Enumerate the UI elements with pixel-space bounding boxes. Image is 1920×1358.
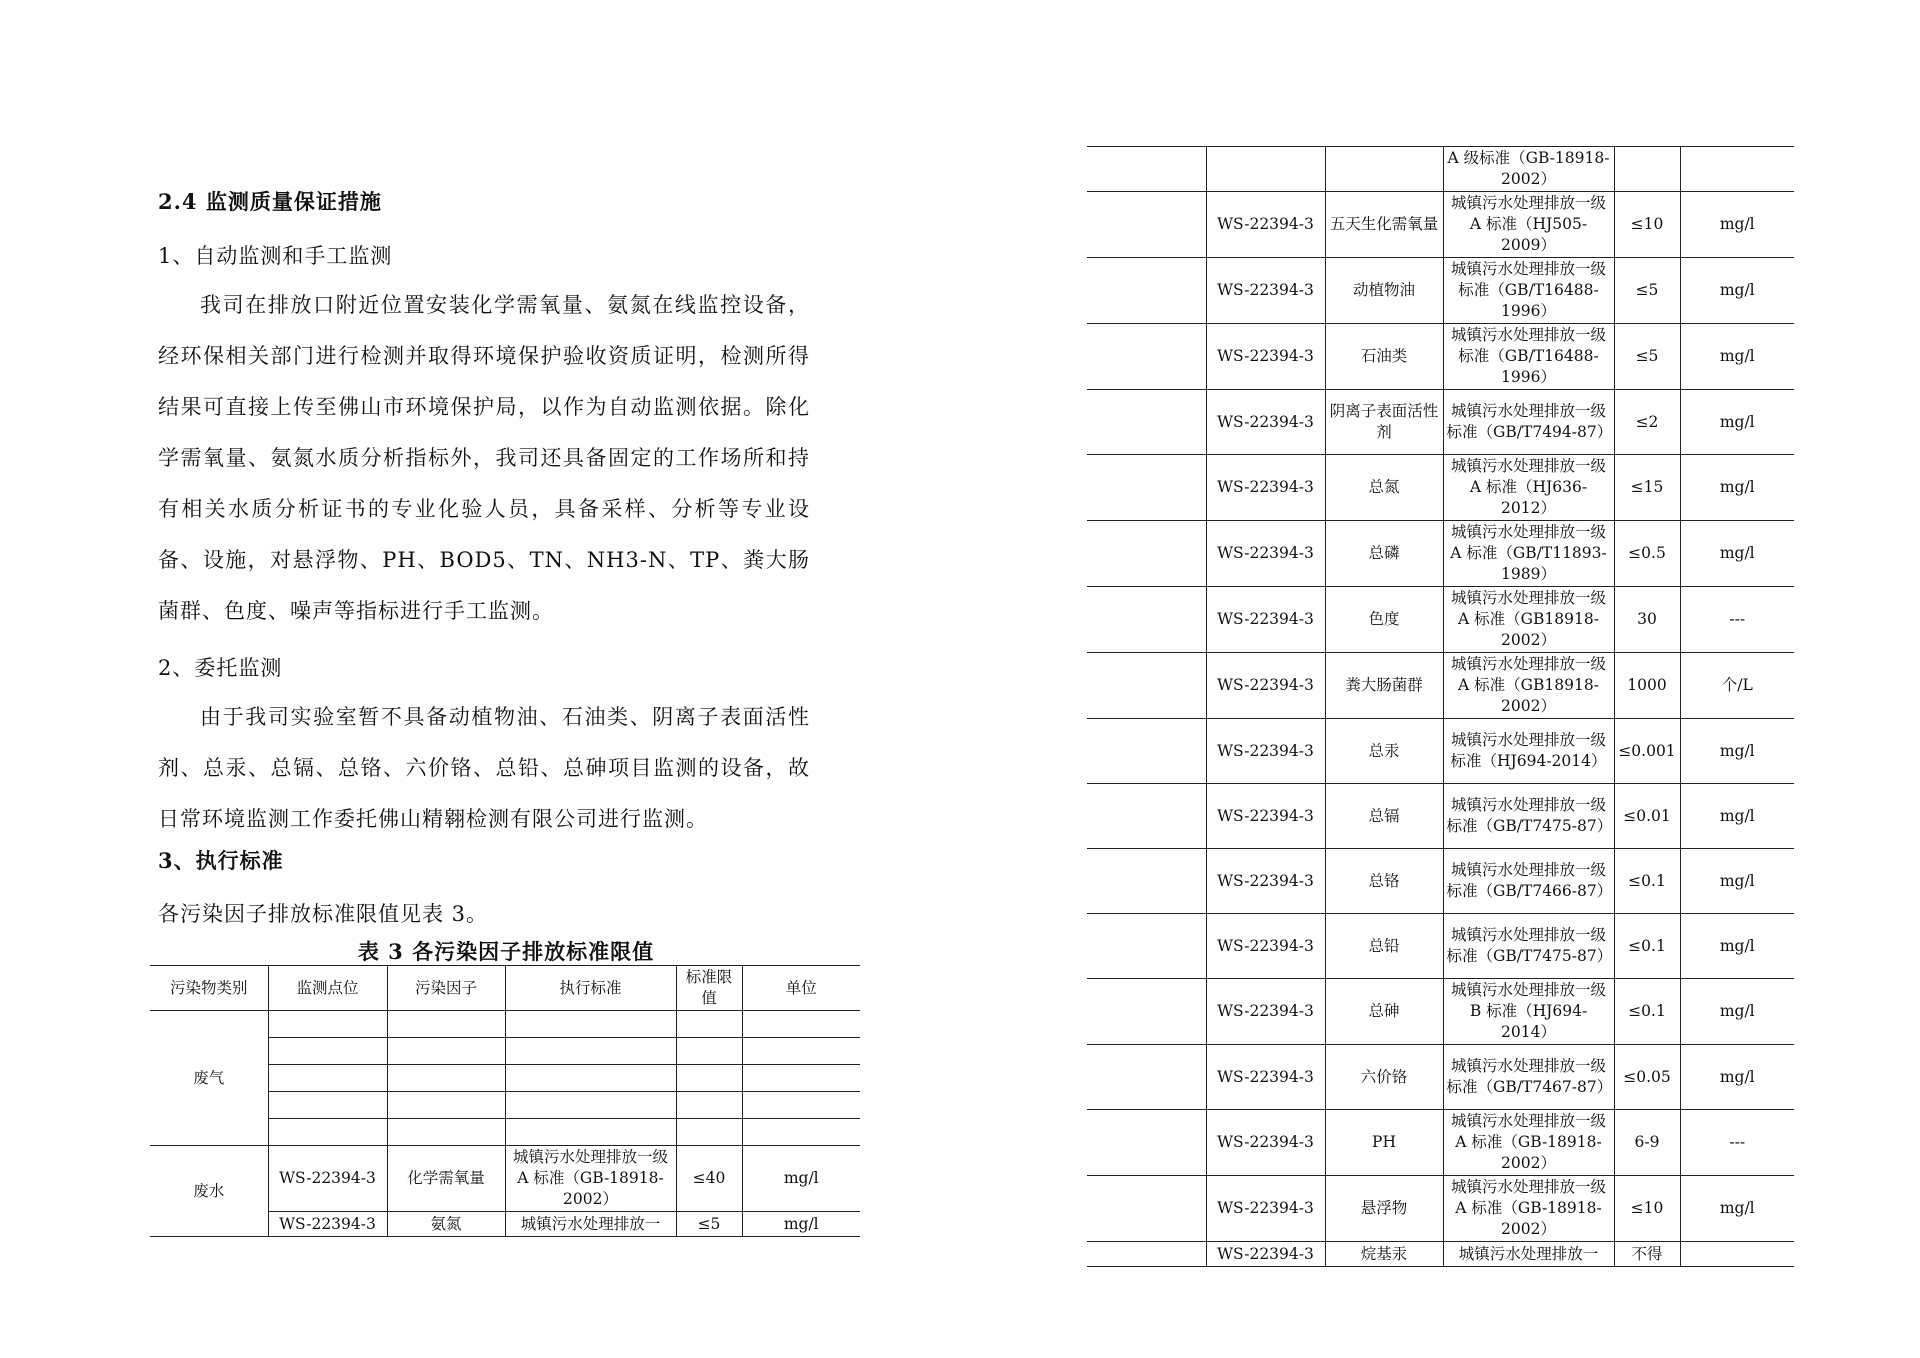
table-cell	[268, 1065, 387, 1092]
header-factor: 污染因子	[387, 966, 505, 1011]
row-unit: mg/l	[742, 1146, 860, 1212]
row-unit: mg/l	[1680, 192, 1794, 258]
row-factor: 动植物油	[1325, 258, 1443, 324]
table-cell	[387, 1065, 505, 1092]
table-row	[1087, 914, 1794, 979]
row-factor: 烷基汞	[1325, 1242, 1443, 1267]
table-row	[1087, 324, 1794, 390]
table-cell	[1087, 390, 1206, 455]
table-row	[1087, 653, 1794, 719]
row-standard: 城镇污水处理排放一级 A 标准（GB/T11893-1989）	[1443, 521, 1614, 587]
row-factor: 氨氮	[387, 1212, 505, 1237]
row-factor: 悬浮物	[1325, 1176, 1443, 1242]
row-point: WS-22394-3	[1206, 849, 1325, 914]
row-factor: 总汞	[1325, 719, 1443, 784]
row-standard: 城镇污水处理排放一级标准（GB/T16488-1996）	[1443, 258, 1614, 324]
row-unit: mg/l	[1680, 1045, 1794, 1110]
emission-standards-table	[150, 965, 860, 1237]
paragraph-auto-monitoring: 我司在排放口附近位置安装化学需氧量、氨氮在线监控设备，经环保相关部门进行检测并取得环境保护验收资质证明，检测所得结果可直接上传至佛山市环境保护局，以作为自动监测依据。除化学需氧量、氨氮水质分析指标外，我司还具备固定的工作场所和持有相关水质分析证书的专业化验人员，具备采样、分析等专业设备、设施，对悬浮物、PH、BOD5、TN、NH3-N、TP、粪大肠菌群、色度、噪声等指标进行手工监测。	[158, 293, 810, 623]
row-unit: mg/l	[1680, 324, 1794, 390]
row-limit: ≤10	[1614, 1176, 1680, 1242]
row-standard: 城镇污水处理排放一级 A 标准（HJ636-2012）	[1443, 455, 1614, 521]
table-cell	[387, 1092, 505, 1119]
row-point: WS-22394-3	[1206, 1110, 1325, 1176]
table-cell	[1087, 914, 1206, 979]
table-cell	[387, 1119, 505, 1146]
table-cell	[1087, 521, 1206, 587]
table-cell	[505, 1092, 676, 1119]
table-reference-note: 各污染因子排放标准限值见表 3。	[158, 902, 489, 926]
subheading-auto-monitoring: 1、自动监测和手工监测	[158, 244, 393, 268]
row-limit: ≤40	[676, 1146, 742, 1212]
table-cell	[505, 1038, 676, 1065]
table-cell	[1087, 324, 1206, 390]
table-row	[1087, 849, 1794, 914]
row-limit: ≤0.01	[1614, 784, 1680, 849]
row-point: WS-22394-3	[1206, 1176, 1325, 1242]
row-factor: PH	[1325, 1110, 1443, 1176]
section-heading: 2.4 监测质量保证措施	[158, 189, 382, 214]
row-limit: ≤0.5	[1614, 521, 1680, 587]
category-waste-water: 废水	[150, 1146, 268, 1237]
row-limit: 30	[1614, 587, 1680, 653]
row-standard: 城镇污水处理排放一级 A 标准（GB18918-2002）	[1443, 653, 1614, 719]
row-point: WS-22394-3	[1206, 192, 1325, 258]
table-cell	[1087, 849, 1206, 914]
table-row	[1087, 784, 1794, 849]
table-row	[1087, 390, 1794, 455]
row-unit: mg/l	[1680, 455, 1794, 521]
table-cell	[742, 1119, 860, 1146]
row-standard: 城镇污水处理排放一级标准（GB/T16488-1996）	[1443, 324, 1614, 390]
table-cell	[268, 1011, 387, 1038]
table-cell	[505, 1119, 676, 1146]
table-cell	[1087, 455, 1206, 521]
row-factor: 石油类	[1325, 324, 1443, 390]
row-point: WS-22394-3	[1206, 784, 1325, 849]
table-row	[1087, 192, 1794, 258]
row-unit: mg/l	[742, 1212, 860, 1237]
right-page	[960, 0, 1920, 1358]
table-cell	[1087, 1176, 1206, 1242]
row-factor: 总砷	[1325, 979, 1443, 1045]
row-standard: 城镇污水处理排放一级 B 标准（HJ694-2014）	[1443, 979, 1614, 1045]
row-standard: 城镇污水处理排放一	[1443, 1242, 1614, 1267]
row-limit: ≤5	[1614, 324, 1680, 390]
row-limit: 不得	[1614, 1242, 1680, 1267]
row-unit: mg/l	[1680, 849, 1794, 914]
table-cell	[1325, 147, 1443, 192]
table-cell	[1206, 147, 1325, 192]
table-row	[1087, 258, 1794, 324]
table-cell	[268, 1119, 387, 1146]
row-unit: ---	[1680, 587, 1794, 653]
row-limit: ≤0.1	[1614, 914, 1680, 979]
row-unit: mg/l	[1680, 979, 1794, 1045]
row-unit: mg/l	[1680, 521, 1794, 587]
row-standard: 城镇污水处理排放一级标准（GB/T7466-87）	[1443, 849, 1614, 914]
row-standard: 城镇污水处理排放一	[505, 1212, 676, 1237]
row-limit: 6-9	[1614, 1110, 1680, 1176]
table-cell	[1087, 784, 1206, 849]
row-factor: 五天生化需氧量	[1325, 192, 1443, 258]
table-cell	[387, 1011, 505, 1038]
table-row	[1087, 1110, 1794, 1176]
row-point: WS-22394-3	[1206, 258, 1325, 324]
table-cell	[1680, 147, 1794, 192]
row-standard: 城镇污水处理排放一级标准（GB/T7475-87）	[1443, 784, 1614, 849]
row-standard: 城镇污水处理排放一级标准（HJ694-2014）	[1443, 719, 1614, 784]
row-standard: A 级标准（GB-18918-2002）	[1443, 147, 1614, 192]
table-cell	[676, 1065, 742, 1092]
table-cell	[1087, 979, 1206, 1045]
row-point: WS-22394-3	[268, 1212, 387, 1237]
row-limit: ≤5	[676, 1212, 742, 1237]
row-standard: 城镇污水处理排放一级 A 标准（GB-18918-2002）	[1443, 1176, 1614, 1242]
header-standard: 执行标准	[505, 966, 676, 1011]
row-point: WS-22394-3	[1206, 521, 1325, 587]
table-cell	[268, 1092, 387, 1119]
table-cell	[742, 1065, 860, 1092]
table-cell	[676, 1038, 742, 1065]
table-cell	[676, 1092, 742, 1119]
table-cell	[742, 1038, 860, 1065]
row-limit: ≤0.05	[1614, 1045, 1680, 1110]
row-factor: 阴离子表面活性剂	[1325, 390, 1443, 455]
row-point: WS-22394-3	[1206, 653, 1325, 719]
table-cell	[676, 1119, 742, 1146]
row-limit: ≤0.1	[1614, 979, 1680, 1045]
table-cell	[1087, 719, 1206, 784]
table-cell	[1614, 147, 1680, 192]
row-factor: 六价铬	[1325, 1045, 1443, 1110]
row-point: WS-22394-3	[1206, 914, 1325, 979]
table-row	[1087, 719, 1794, 784]
table-row	[1087, 1045, 1794, 1110]
row-factor: 总铬	[1325, 849, 1443, 914]
table-row	[1087, 455, 1794, 521]
row-standard: 城镇污水处理排放一级 A 标准（GB-18918-2002）	[1443, 1110, 1614, 1176]
table-cell	[676, 1011, 742, 1038]
table-cell	[742, 1011, 860, 1038]
row-standard: 城镇污水处理排放一级标准（GB/T7467-87）	[1443, 1045, 1614, 1110]
table-cell	[1087, 587, 1206, 653]
row-standard: 城镇污水处理排放一级 A 标准（GB-18918-2002）	[505, 1146, 676, 1212]
row-unit: mg/l	[1680, 784, 1794, 849]
row-standard: 城镇污水处理排放一级标准（GB/T7475-87）	[1443, 914, 1614, 979]
row-unit: mg/l	[1680, 719, 1794, 784]
row-unit: mg/l	[1680, 1176, 1794, 1242]
row-standard: 城镇污水处理排放一级标准（GB/T7494-87）	[1443, 390, 1614, 455]
table-row	[1087, 521, 1794, 587]
row-unit: mg/l	[1680, 258, 1794, 324]
table-caption: 表 3 各污染因子排放标准限值	[357, 939, 655, 964]
emission-standards-table-continued	[1087, 146, 1794, 1267]
row-point: WS-22394-3	[268, 1146, 387, 1212]
row-factor: 总镉	[1325, 784, 1443, 849]
row-limit: ≤10	[1614, 192, 1680, 258]
row-limit: 1000	[1614, 653, 1680, 719]
table-row	[1087, 1242, 1794, 1267]
row-unit: mg/l	[1680, 390, 1794, 455]
row-factor: 粪大肠菌群	[1325, 653, 1443, 719]
table-cell	[1087, 1045, 1206, 1110]
header-category: 污染物类别	[150, 966, 268, 1011]
subheading-entrusted-monitoring: 2、委托监测	[158, 656, 283, 680]
row-point: WS-22394-3	[1206, 455, 1325, 521]
header-point: 监测点位	[268, 966, 387, 1011]
row-standard: 城镇污水处理排放一级 A 标准（HJ505-2009）	[1443, 192, 1614, 258]
table-cell	[1087, 1110, 1206, 1176]
table-cell	[505, 1011, 676, 1038]
row-limit: ≤15	[1614, 455, 1680, 521]
table-cell	[505, 1065, 676, 1092]
row-limit: ≤0.001	[1614, 719, 1680, 784]
row-limit: ≤5	[1614, 258, 1680, 324]
table-cell	[1087, 147, 1206, 192]
row-factor: 总磷	[1325, 521, 1443, 587]
paragraph-entrusted-monitoring: 由于我司实验室暂不具备动植物油、石油类、阴离子表面活性剂、总汞、总镉、总铬、六价铬、总铅、总砷项目监测的设备，故日常环境监测工作委托佛山精翱检测有限公司进行监测。	[158, 705, 810, 831]
row-factor: 化学需氧量	[387, 1146, 505, 1212]
header-unit: 单位	[742, 966, 860, 1011]
row-standard: 城镇污水处理排放一级 A 标准（GB18918-2002）	[1443, 587, 1614, 653]
table-row	[1087, 1176, 1794, 1242]
row-point: WS-22394-3	[1206, 1045, 1325, 1110]
table-cell	[387, 1038, 505, 1065]
row-point: WS-22394-3	[1206, 390, 1325, 455]
table-row	[1087, 979, 1794, 1045]
row-point: WS-22394-3	[1206, 324, 1325, 390]
table-cell	[1087, 1242, 1206, 1267]
category-waste-gas: 废气	[150, 1011, 268, 1146]
subheading-standards: 3、执行标准	[158, 848, 284, 873]
row-factor: 色度	[1325, 587, 1443, 653]
row-point: WS-22394-3	[1206, 1242, 1325, 1267]
row-point: WS-22394-3	[1206, 587, 1325, 653]
row-unit: ---	[1680, 1110, 1794, 1176]
row-point: WS-22394-3	[1206, 719, 1325, 784]
table-cell	[742, 1092, 860, 1119]
table-cell	[1087, 192, 1206, 258]
table-row	[1087, 587, 1794, 653]
row-factor: 总氮	[1325, 455, 1443, 521]
row-limit: ≤0.1	[1614, 849, 1680, 914]
row-unit: 个/L	[1680, 653, 1794, 719]
table-cell	[268, 1038, 387, 1065]
table-cell	[1087, 258, 1206, 324]
row-unit	[1680, 1242, 1794, 1267]
header-limit: 标准限值	[676, 966, 742, 1011]
table-cell	[1087, 653, 1206, 719]
row-factor: 总铅	[1325, 914, 1443, 979]
row-point: WS-22394-3	[1206, 979, 1325, 1045]
row-limit: ≤2	[1614, 390, 1680, 455]
row-unit: mg/l	[1680, 914, 1794, 979]
